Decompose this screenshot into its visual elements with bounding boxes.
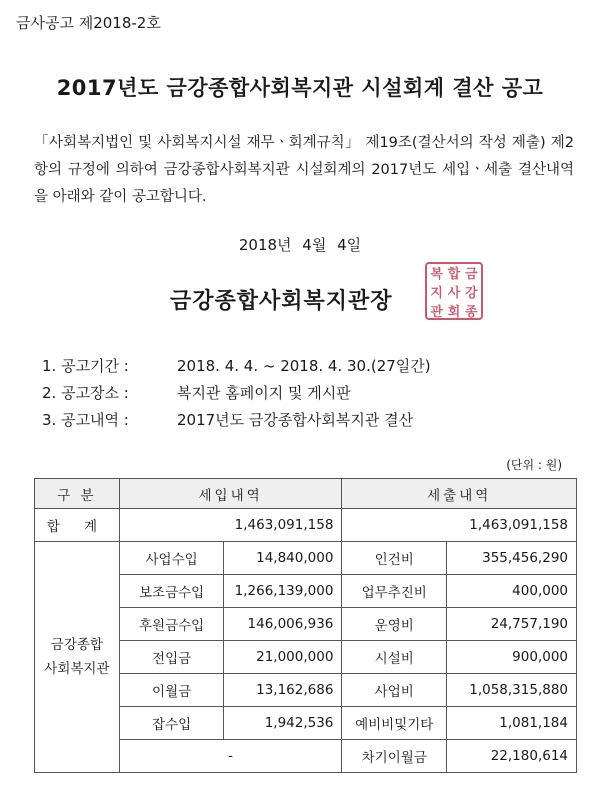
expense-amount: 22,180,614 (447, 740, 577, 773)
expense-label: 업무추진비 (342, 575, 447, 608)
seal-character: 합 (447, 267, 461, 282)
item-period (42, 353, 431, 380)
total-row (35, 509, 577, 542)
seal-character: 강 (465, 286, 478, 301)
revenue-amount: - (119, 740, 342, 773)
revenue-amount: 14,840,000 (224, 542, 342, 575)
total-label: 합 계 (35, 509, 120, 542)
seal-character: 관 (430, 305, 443, 320)
expense-label: 인건비 (342, 542, 447, 575)
expense-amount: 900,000 (447, 641, 577, 674)
revenue-amount: 13,162,686 (224, 674, 342, 707)
announcement-items (42, 353, 431, 434)
item-place (42, 380, 431, 407)
expense-amount: 1,081,184 (447, 707, 577, 740)
item-value: 2018. 4. 4. ~ 2018. 4. 30.(27일간) (177, 357, 431, 375)
revenue-label: 전입금 (119, 641, 224, 674)
document-title: 2017년도 금강종합사회복지관 시설회계 결산 공고 (56, 76, 544, 100)
item-content (42, 407, 431, 434)
revenue-amount: 146,006,936 (224, 608, 342, 641)
item-label: 1. 공고기간 : (42, 357, 129, 375)
expense-amount: 355,456,290 (447, 542, 577, 575)
seal-character: 복 (430, 267, 443, 282)
expense-amount: 24,757,190 (447, 608, 577, 641)
seal-character: 사 (447, 286, 461, 301)
unit-label: (단위 : 원) (506, 458, 562, 472)
expense-label: 사업비 (342, 674, 447, 707)
seal-character: 지 (430, 286, 443, 301)
revenue-amount: 21,000,000 (224, 641, 342, 674)
header-category: 구 분 (35, 479, 120, 509)
revenue-label: 잡수입 (119, 707, 224, 740)
revenue-label: 사업수입 (119, 542, 224, 575)
expense-label: 시설비 (342, 641, 447, 674)
expense-label: 운영비 (342, 608, 447, 641)
expense-amount: 400,000 (447, 575, 577, 608)
group-label: 금강종합 사회복지관 (35, 542, 120, 773)
expense-amount: 1,058,315,880 (447, 674, 577, 707)
settlement-table (34, 478, 577, 773)
table-header-row (35, 479, 577, 509)
total-revenue: 1,463,091,158 (119, 509, 342, 542)
item-value: 2017년도 금강종합사회복지관 결산 (177, 411, 414, 429)
issuer-name: 금강종합사회복지관장 (170, 289, 393, 314)
table-row (35, 542, 577, 575)
item-label: 2. 공고장소 : (42, 384, 129, 402)
total-expense: 1,463,091,158 (342, 509, 577, 542)
seal-character: 금 (465, 267, 478, 282)
announcement-date: 2018년 4월 4일 (238, 236, 362, 254)
document-number: 금사공고 제2018-2호 (16, 14, 161, 32)
expense-label: 차기이월금 (342, 740, 447, 773)
revenue-label: 이월금 (119, 674, 224, 707)
revenue-label: 보조금수입 (119, 575, 224, 608)
expense-label: 예비비및기타 (342, 707, 447, 740)
announcement-body: 「사회복지법인 및 사회복지시설 재무ㆍ회계규칙」 제19조(결산서의 작성 제출) 제2항의 규정에 의하여 금강종합사회복지관 시설회계의 2017년도 세입ㆍ세출 결산내역을 아래와 같이 공고합니다. (34, 135, 574, 205)
seal-character: 종 (465, 305, 478, 320)
revenue-label: 후원금수입 (119, 608, 224, 641)
item-label: 3. 공고내역 : (42, 411, 129, 429)
item-value: 복지관 홈페이지 및 게시판 (177, 384, 351, 402)
header-expense: 세출내역 (342, 479, 577, 509)
seal-character: 회 (447, 305, 461, 320)
revenue-amount: 1,942,536 (224, 707, 342, 740)
header-revenue: 세입내역 (119, 479, 342, 509)
revenue-amount: 1,266,139,000 (224, 575, 342, 608)
official-seal-stamp (425, 262, 483, 320)
